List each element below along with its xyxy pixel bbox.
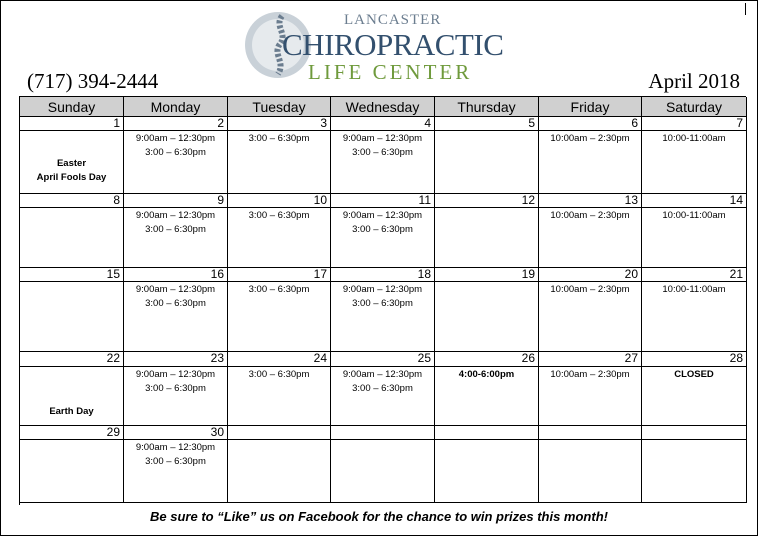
hours-text: 10:00-11:00am [662,133,726,144]
day-cell [124,282,228,352]
hours-text: 10:00am – 2:30pm [550,133,630,144]
date-number: 6 [539,117,642,131]
logo-line-2: CHIROPRACTIC [282,27,504,62]
hours-text: 3:00 – 6:30pm [145,455,206,467]
hours-text: 9:00am – 12:30pm [135,442,216,453]
hours-text: 4:00-6:00pm [458,369,515,380]
day-cell [228,208,331,268]
date-number: 8 [20,194,124,208]
hours-text: 9:00am – 12:30pm [135,369,216,380]
date-number: 22 [20,352,124,367]
date-number: 24 [228,352,331,367]
date-number: 10 [228,194,331,208]
day-cell [435,208,539,268]
day-cell [435,131,539,194]
day-cell [539,440,642,503]
date-number: 11 [331,194,435,208]
hours-text: 3:00 – 6:30pm [352,382,413,394]
date-number: 4 [331,117,435,131]
day-cell [124,367,228,426]
date-number: 27 [539,352,642,367]
day-cell [435,440,539,503]
day-cell [539,131,642,194]
date-number [228,426,331,440]
hours-text: 3:00 – 6:30pm [248,210,310,221]
logo-line-1: LANCASTER [344,12,442,28]
date-number: 2 [124,117,228,131]
day-cell [20,131,124,194]
date-number [435,426,539,440]
day-cell [642,208,747,268]
hours-text: 10:00-11:00am [662,210,726,221]
day-cell [20,367,124,426]
hours-text: 3:00 – 6:30pm [145,146,206,158]
day-cell [642,131,747,194]
event-label: Earth Day [49,406,94,417]
hours-text: 3:00 – 6:30pm [248,369,310,380]
day-header: Monday [124,97,228,117]
date-number: 7 [642,117,747,131]
day-cell [331,367,435,426]
date-number: 15 [20,268,124,282]
date-number: 16 [124,268,228,282]
day-cell [124,131,228,194]
date-number: 25 [331,352,435,367]
date-number: 26 [435,352,539,367]
event-label: April Fools Day [36,171,107,183]
hours-text: 3:00 – 6:30pm [145,297,206,309]
date-number: 12 [435,194,539,208]
day-cell [539,208,642,268]
day-cell [331,282,435,352]
hours-text: 9:00am – 12:30pm [135,210,216,221]
day-cell [642,282,747,352]
date-number: 29 [20,426,124,440]
day-cell [228,131,331,194]
day-cell [124,440,228,503]
day-cell [20,208,124,268]
hours-text: 10:00am – 2:30pm [550,284,630,295]
day-cell [124,208,228,268]
date-number: 18 [331,268,435,282]
hours-text: 9:00am – 12:30pm [342,133,423,144]
calendar-grid [19,96,746,505]
hours-text: 9:00am – 12:30pm [135,133,216,144]
hours-text: 3:00 – 6:30pm [145,382,206,394]
date-number [539,426,642,440]
date-number: 5 [435,117,539,131]
date-number: 14 [642,194,747,208]
date-number: 21 [642,268,747,282]
hours-text: 10:00am – 2:30pm [550,369,630,380]
day-cell [642,367,747,426]
day-header: Sunday [20,97,124,117]
date-number [642,426,747,440]
date-number [331,426,435,440]
logo [244,8,504,84]
date-number: 30 [124,426,228,440]
date-number: 20 [539,268,642,282]
day-header: Wednesday [331,97,435,117]
date-number: 3 [228,117,331,131]
hours-text: 9:00am – 12:30pm [135,284,216,295]
day-header: Thursday [435,97,539,117]
day-cell [331,131,435,194]
day-header: Saturday [642,97,747,117]
day-cell [331,440,435,503]
hours-text: 9:00am – 12:30pm [342,210,423,221]
hours-text: 10:00am – 2:30pm [550,210,630,221]
hours-text: 3:00 – 6:30pm [352,223,413,235]
date-number: 23 [124,352,228,367]
hours-text: CLOSED [674,369,714,380]
day-header: Tuesday [228,97,331,117]
day-cell [642,440,747,503]
hours-text: 3:00 – 6:30pm [352,297,413,309]
date-number: 1 [20,117,124,131]
day-cell [435,367,539,426]
phone-number: (717) 394-2444 [27,69,159,93]
day-cell [20,440,124,503]
event-label: Easter [56,158,87,169]
hours-text: 9:00am – 12:30pm [342,284,423,295]
date-number: 17 [228,268,331,282]
day-cell [331,208,435,268]
logo-line-3: LIFE CENTER [308,60,473,84]
month-title: April 2018 [648,69,740,93]
day-cell [228,367,331,426]
footer-note: Be sure to “Like” us on Facebook for the chance to win prizes this month! [150,509,608,524]
corner-mark [745,3,746,15]
date-number: 28 [642,352,747,367]
day-cell [539,282,642,352]
day-cell [228,440,331,503]
hours-text: 3:00 – 6:30pm [248,284,310,295]
hours-text: 9:00am – 12:30pm [342,369,423,380]
hours-text: 3:00 – 6:30pm [248,133,310,144]
date-number: 9 [124,194,228,208]
hours-text: 10:00-11:00am [662,284,726,295]
day-cell [228,282,331,352]
hours-text: 3:00 – 6:30pm [145,223,206,235]
date-number: 19 [435,268,539,282]
day-cell [539,367,642,426]
day-cell [20,282,124,352]
hours-text: 3:00 – 6:30pm [352,146,413,158]
day-cell [435,282,539,352]
day-header: Friday [539,97,642,117]
date-number: 13 [539,194,642,208]
